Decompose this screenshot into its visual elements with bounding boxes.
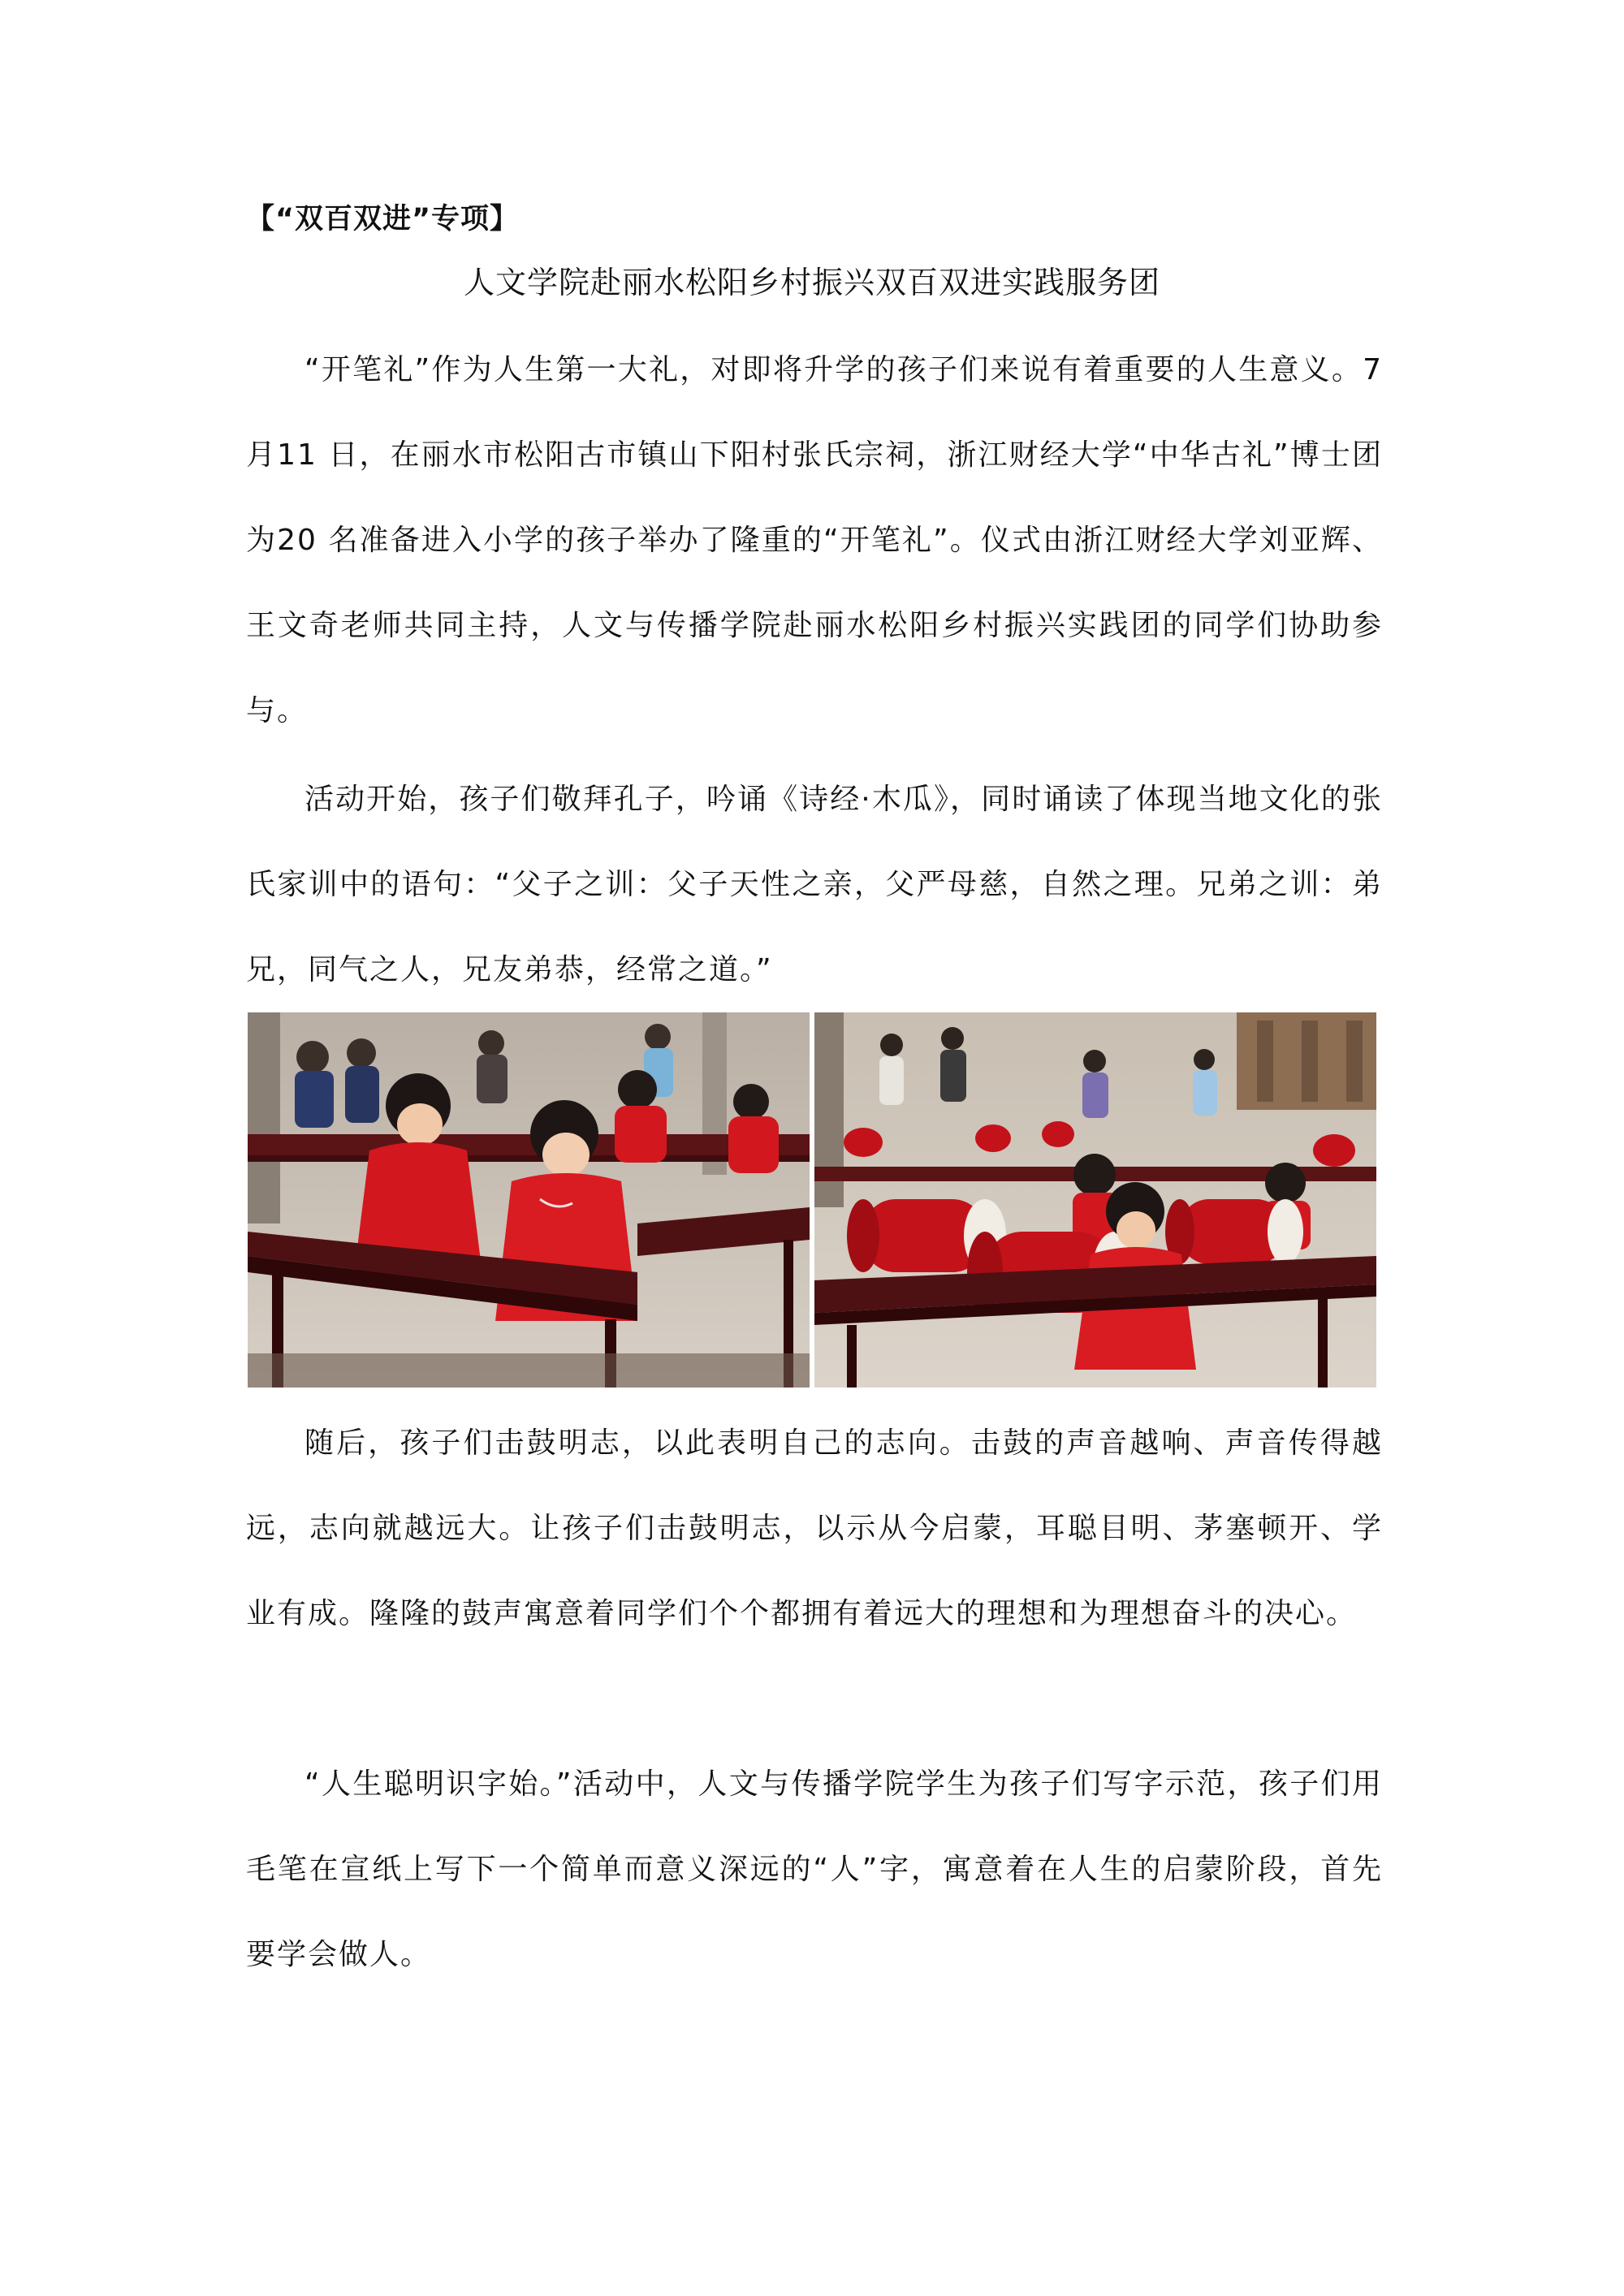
paragraph-2: 活动开始，孩子们敬拜孔子，吟诵《诗经·木瓜》，同时诵读了体现当地文化的张氏家训中的语句：“父子之训：父子天性之亲，父严母慈，自然之理。兄弟之训：弟兄，同气之人，兄友弟恭，经常之道。” — [246, 783, 1383, 986]
paragraph-4: “人生聪明识字始。”活动中，人文与传播学院学生为孩子们写字示范，孩子们用毛笔在宣纸上写下一个简单而意义深远的“人”字，寓意着在人生的启蒙阶段，首先要学会做人。 — [246, 1767, 1383, 1971]
photo-children-drumming — [814, 1012, 1376, 1388]
paragraph-3: 随后，孩子们击鼓明志，以此表明自己的志向。击鼓的声音越响、声音传得越远，志向就越远大。让孩子们击鼓明志，以示从今启蒙，耳聪目明、茅塞顿开、学业有成。隆隆的鼓声寓意着同学们个个都拥有着远大的理想和为理想奋斗的决心。 — [246, 1426, 1383, 1630]
photo-children-at-desks — [248, 1012, 810, 1388]
section-tag: 【“双百双进”专项】 — [246, 203, 520, 235]
paragraph-1: “开笔礼”作为人生第一大礼，对即将升学的孩子们来说有着重要的人生意义。7 月11 日，在丽水市松阳古市镇山下阳村张氏宗祠，浙江财经大学“中华古礼”博士团为20 名准备进入小学的孩子举办了隆重的“开笔礼”。仪式由浙江财经大学刘亚辉、王文奇老师共同主持，人文与传播学院赴丽水松阳乡村振兴实践团的同学们协助参与。 — [246, 353, 1383, 727]
article-title: 人文学院赴丽水松阳乡村振兴双百双进实践服务团 — [463, 265, 1160, 300]
